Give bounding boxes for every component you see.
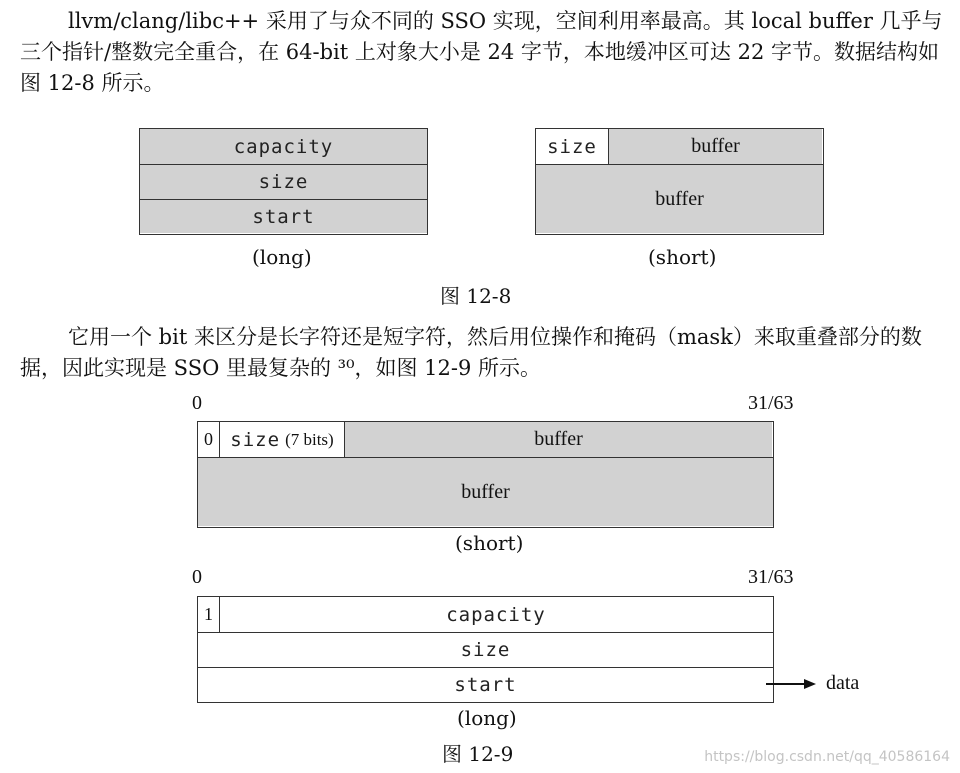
short-size-7bits-field: [220, 422, 345, 457]
short-buffer-main: buffer: [536, 164, 823, 233]
fig12-9-short-struct: [197, 421, 774, 528]
fig12-9-short-bit-left: 0: [192, 392, 202, 414]
fig12-8-caption: 图 12-8: [440, 284, 512, 308]
fig12-9-caption: 图 12-9: [442, 742, 514, 766]
data-pointer-label: data: [826, 672, 860, 694]
short-buffer-main: buffer: [198, 457, 773, 526]
fig12-9-short-caption: (short): [455, 531, 524, 555]
fig12-9-long-bit-right: 31/63: [748, 566, 794, 588]
short-buffer-top: buffer: [345, 422, 772, 457]
paragraph-bit-flag: 它用一个 bit 来区分是长字符还是短字符，然后用位操作和掩码（mask）来取重叠部分的数据，因此实现是 SSO 里最复杂的 ³⁰，如图 12-9 所示。: [20, 325, 922, 380]
fig12-9-long-caption: (long): [457, 706, 517, 730]
fig12-8-short-caption: (short): [648, 245, 717, 269]
short-size-note: (7 bits): [285, 429, 334, 449]
long-start-field: start: [198, 667, 773, 701]
watermark: https://blog.csdn.net/qq_40586164: [704, 749, 950, 765]
fig12-9-long-bit-left: 0: [192, 566, 202, 588]
paragraph-intro: llvm/clang/libc++ 采用了与众不同的 SSO 实现，空间利用率最高。其 local buffer 几乎与三个指针/整数完全重合，在 64-bit 上对象大小是 24 字节，本地缓冲区可达 22 字节。数据结构如图 12-8 所示。: [20, 9, 943, 95]
fig12-8-long-struct: [139, 128, 428, 235]
short-size-label: size: [230, 428, 281, 451]
long-start-field: start: [140, 199, 427, 233]
long-capacity-field: capacity: [220, 597, 772, 632]
long-flag-bit: 1: [198, 597, 220, 632]
fig12-8-short-struct: [535, 128, 824, 235]
data-pointer-arrow-line: [766, 683, 806, 685]
short-buffer-top: buffer: [609, 129, 822, 164]
fig12-9-long-struct: [197, 596, 774, 703]
fig12-9-short-bit-right: 31/63: [748, 392, 794, 414]
long-capacity-field: capacity: [140, 129, 427, 164]
short-size-field: size: [536, 129, 609, 164]
data-pointer-arrow-head: [804, 679, 816, 689]
short-flag-bit: 0: [198, 422, 220, 457]
long-size-field: size: [140, 164, 427, 199]
fig12-8-long-caption: (long): [252, 245, 312, 269]
long-size-field: size: [198, 632, 773, 667]
